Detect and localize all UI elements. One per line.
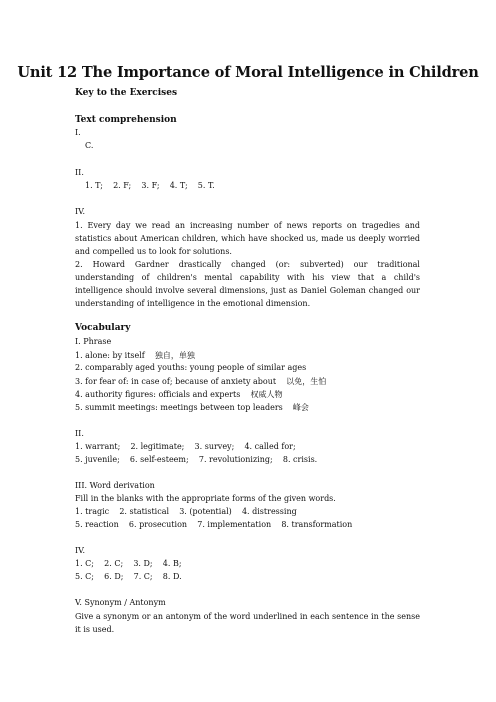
instruction: Give a synonym or an antonym of the word underlined in each sentence in the sense it is used. bbox=[75, 612, 420, 634]
answer-line: 1. C; 2. C; 3. D; 4. B; bbox=[75, 559, 182, 568]
answer-line: 1. tragic 2. statistical 3. (potential) 4. distressing bbox=[75, 507, 297, 516]
phrase-item: 2. comparably aged youths: young people of similar ages bbox=[75, 363, 307, 372]
part-label: I. Phrase bbox=[75, 337, 112, 346]
phrase-item: 1. alone: by itself 独自，单独 bbox=[75, 351, 195, 360]
answer-line: 1. T; 2. F; 3. F; 4. T; 5. T. bbox=[85, 181, 215, 190]
phrase-item: 3. for fear of: in case of; because of anxiety about 以免，生怕 bbox=[75, 377, 327, 386]
part-label: IV. bbox=[75, 207, 86, 216]
answer-line: 5. juvenile; 6. self-esteem; 7. revolutionizing; 8. crisis. bbox=[75, 455, 318, 464]
part-label: V. Synonym / Antonym bbox=[75, 598, 166, 607]
answer-paragraph: 2. Howard Gardner drastically changed (or: subverted) our traditional understanding of children's mental capability with his view that a child's intelligence should involve several dimensions, just as Daniel Goleman changed our understanding of intelligence in the emotional dimension. bbox=[75, 260, 420, 308]
part-label: II. bbox=[75, 168, 84, 177]
phrase-item: 4. authority figures: officials and experts 权威人物 bbox=[75, 390, 283, 399]
part-label: I. bbox=[75, 128, 81, 137]
answer-line: 5. reaction 6. prosecution 7. implementation 8. transformation bbox=[75, 520, 353, 529]
section-heading-vocabulary: Vocabulary bbox=[75, 323, 131, 333]
part-label: III. Word derivation bbox=[75, 481, 155, 490]
answer-paragraph: 1. Every day we read an increasing number of news reports on tragedies and statistics about American children, which have shocked us, made us deeply worried and compelled us to look for solutions. bbox=[75, 221, 420, 256]
page-title: Unit 12 The Importance of Moral Intelligence in Children bbox=[17, 64, 479, 81]
subtitle: Key to the Exercises bbox=[75, 88, 178, 98]
part-label: II. bbox=[75, 429, 84, 438]
answer-line: C. bbox=[85, 141, 94, 150]
part-label: IV. bbox=[75, 546, 86, 555]
answer-line: 5. C; 6. D; 7. C; 8. D. bbox=[75, 572, 182, 581]
answer-line: 1. warrant; 2. legitimate; 3. survey; 4. called for; bbox=[75, 442, 296, 451]
phrase-item: 5. summit meetings: meetings between top leaders 峰会 bbox=[75, 403, 309, 412]
instruction: Fill in the blanks with the appropriate forms of the given words. bbox=[75, 494, 336, 503]
section-heading-text-comprehension: Text comprehension bbox=[75, 115, 177, 125]
